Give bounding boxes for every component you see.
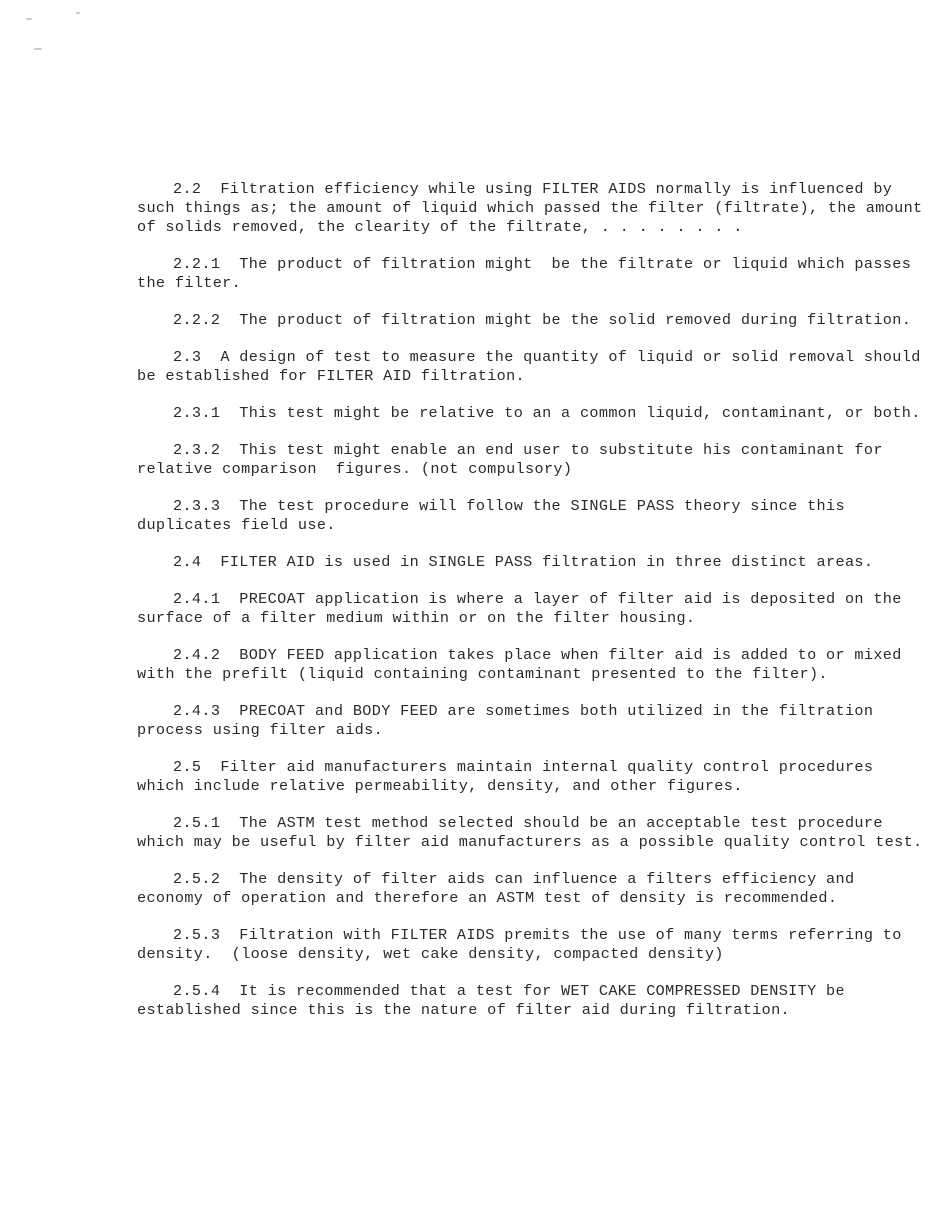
- paragraph-2-4-2: 2.4.2 BODY FEED application takes place when filter aid is added to or mixed with the prefilt (liquid containing contaminant presented to the filter).: [137, 646, 912, 683]
- paragraph-2-3: 2.3 A design of test to measure the quantity of liquid or solid removal should be established for FILTER AID filtration.: [137, 348, 931, 385]
- paragraph-2-3-3: 2.3.3 The test procedure will follow the SINGLE PASS theory since this duplicates field use.: [137, 497, 855, 534]
- document-body: [137, 180, 932, 1038]
- paragraph-2-5-3: 2.5.3 Filtration with FILTER AIDS premits the use of many terms referring to density. (loose density, wet cake density, compacted density): [137, 926, 912, 963]
- paragraph-2-4: 2.4 FILTER AID is used in SINGLE PASS filtration in three distinct areas.: [173, 553, 874, 571]
- paragraph-2-5: 2.5 Filter aid manufacturers maintain internal quality control procedures which include relative permeability, density, and other figures.: [137, 758, 883, 795]
- paragraph-2-4-3: 2.4.3 PRECOAT and BODY FEED are sometimes both utilized in the filtration process using filter aids.: [137, 702, 883, 739]
- scan-mark: [26, 18, 32, 20]
- scan-mark: [34, 48, 42, 50]
- paragraph-2-2: 2.2 Filtration efficiency while using FILTER AIDS normally is influenced by such things as; the amount of liquid which passed the filter (filtrate), the amount of solids removed, the clearity of the filtrate, . . . . . . . .: [137, 180, 932, 236]
- scan-mark: [76, 12, 80, 14]
- paragraph-2-4-1: 2.4.1 PRECOAT application is where a layer of filter aid is deposited on the surface of a filter medium within or on the filter housing.: [137, 590, 912, 627]
- paragraph-2-5-4: 2.5.4 It is recommended that a test for WET CAKE COMPRESSED DENSITY be established since this is the nature of filter aid during filtration.: [137, 982, 855, 1019]
- paragraph-2-2-2: 2.2.2 The product of filtration might be the solid removed during filtration.: [173, 311, 912, 329]
- paragraph-2-5-1: 2.5.1 The ASTM test method selected should be an acceptable test procedure which may be useful by filter aid manufacturers as a possible quality control test.: [137, 814, 923, 851]
- paragraph-2-3-1: 2.3.1 This test might be relative to an a common liquid, contaminant, or both.: [173, 404, 921, 422]
- paragraph-2-5-2: 2.5.2 The density of filter aids can influence a filters efficiency and economy of operation and therefore an ASTM test of density is recommended.: [137, 870, 864, 907]
- paragraph-2-2-1: 2.2.1 The product of filtration might be the filtrate or liquid which passes the filter.: [137, 255, 921, 292]
- paragraph-2-3-2: 2.3.2 This test might enable an end user to substitute his contaminant for relative comparison figures. (not compulsory): [137, 441, 893, 478]
